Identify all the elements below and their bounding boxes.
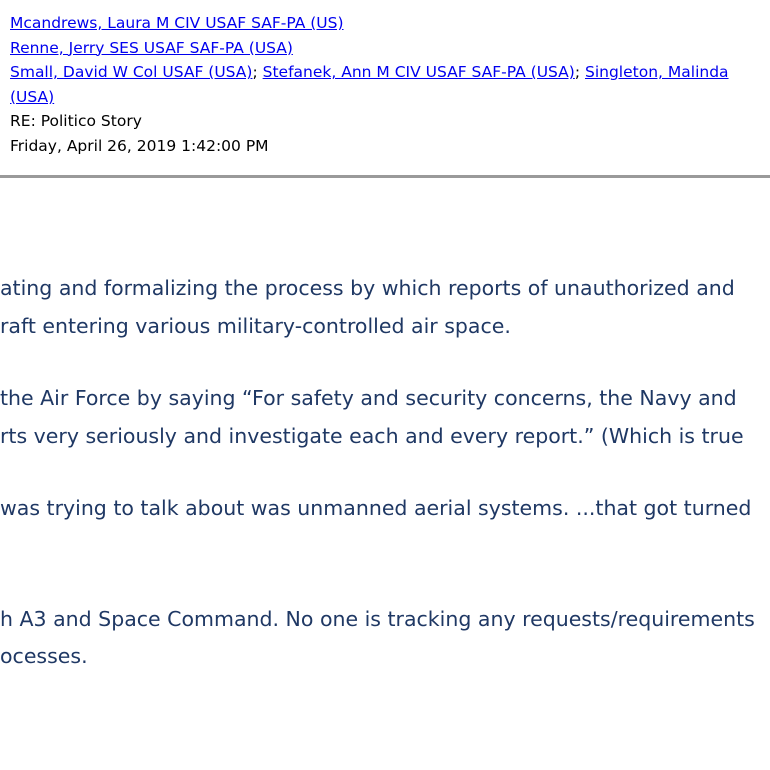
sender-link[interactable]: Mcandrews, Laura M CIV USAF SAF-PA (US) [10, 14, 344, 32]
body-line: raft entering various military-controlled air space. [0, 313, 511, 338]
cc-line [10, 60, 770, 85]
cc-link-stefanek[interactable]: Stefanek, Ann M CIV USAF SAF-PA (USA) [262, 63, 575, 81]
cc-link-small[interactable]: Small, David W Col USAF (USA) [10, 63, 253, 81]
body-line: ating and formalizing the process by which reports of unauthorized and [0, 276, 735, 300]
email-header [10, 11, 770, 158]
header-divider [0, 175, 770, 178]
recipient-link[interactable]: Renne, Jerry SES USAF SAF-PA (USA) [10, 38, 293, 57]
body-line: ocesses. [0, 644, 88, 668]
cc-separator: ; [574, 63, 585, 81]
cc-continuation-line [10, 85, 770, 110]
cc-link-singleton-continued[interactable]: (USA) [10, 87, 55, 106]
body-line: was trying to talk about was unmanned aerial systems. ...that got turned [0, 496, 752, 520]
date-line: Friday, April 26, 2019 1:42:00 PM [10, 136, 269, 155]
paragraph-gap [0, 528, 770, 601]
cc-separator: ; [252, 63, 263, 81]
from-line [10, 11, 770, 36]
paragraph-gap [0, 345, 770, 380]
cc-link-singleton[interactable]: Singleton, Malinda [585, 63, 729, 81]
body-line: the Air Force by saying “For safety and security concerns, the Navy and [0, 386, 737, 410]
paragraph-gap [0, 455, 770, 490]
body-line: h A3 and Space Command. No one is tracking any requests/requirements [0, 606, 755, 631]
body-line: rts very seriously and investigate each and every report.” (Which is true [0, 423, 744, 448]
email-body [0, 270, 770, 676]
to-line [10, 36, 770, 61]
subject-line: RE: Politico Story [10, 112, 142, 130]
